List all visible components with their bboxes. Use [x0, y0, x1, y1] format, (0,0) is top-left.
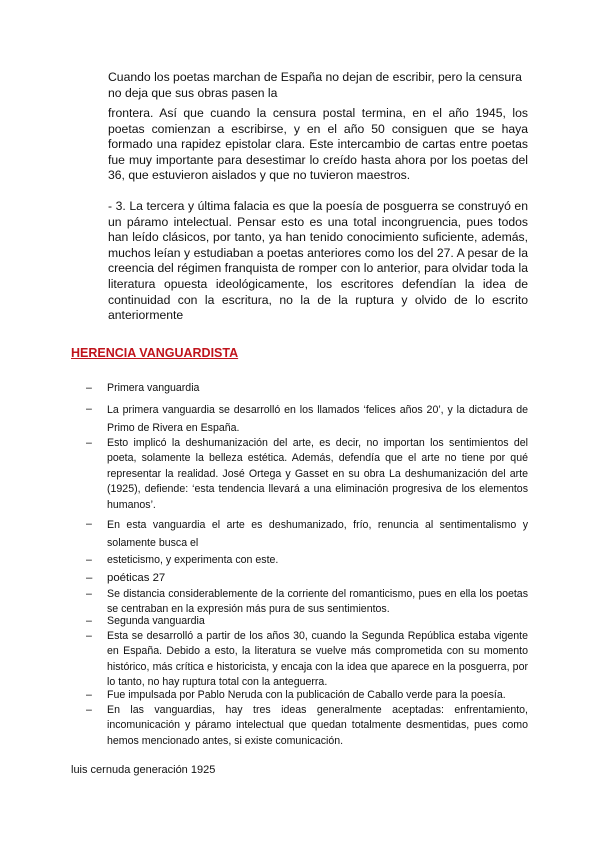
list-item-text: Segunda vanguardia — [107, 615, 205, 627]
list-item — [86, 703, 528, 749]
list-item-text: Primera vanguardia — [107, 382, 200, 394]
list-marker: – — [86, 554, 92, 566]
list-marker: – — [86, 704, 92, 716]
list-item — [86, 629, 528, 691]
list-item — [86, 553, 528, 568]
list-item-text: poéticas 27 — [107, 572, 166, 584]
list-item-text: En esta vanguardia el arte es deshumanizado, frío, renuncia al sentimentalismo y solamente busca el — [107, 519, 528, 549]
list-marker: – — [86, 518, 92, 530]
list-marker: – — [86, 403, 92, 415]
list-item-text: Se distancia considerablemente de la corriente del romanticismo, pues en ella los poetas se centraban en la expresión más pura de sus sentimientos. — [107, 588, 528, 616]
list-item — [86, 436, 528, 513]
list-item-text: esteticismo, y experimenta con este. — [107, 554, 279, 566]
list-marker: – — [86, 689, 92, 701]
list-item — [86, 517, 528, 552]
list-item — [86, 688, 528, 703]
list-marker: – — [86, 615, 92, 627]
paragraph-3: - 3. La tercera y última falacia es que la poesía de posguerra se construyó en un páramo intelectual. Pensar esto es una total incongruencia, pues todos han leído clásicos, por tanto, ya han tenido conocimiento suficiente, además, muchos leían y estudiaban a poetas anteriores como los del 27. A pesar de la creencia del régimen franquista de romper con lo anterior, para olvidar toda la literatura opuesta ideológicamente, los escritores defendían la idea de continuidad con la escritura, no la de la ruptura y olvido de lo escrito anteriormente — [108, 199, 528, 323]
section-heading: HERENCIA VANGUARDISTA — [71, 346, 239, 360]
list-marker: – — [86, 437, 92, 449]
footer-note: luis cernuda generación 1925 — [71, 764, 216, 776]
list-marker: – — [86, 382, 92, 394]
list-item-text: Esto implicó la deshumanización del arte, es decir, no importan los sentimientos del poeta, solamente la belleza estética. Además, defendía que el arte no tiene por qué representar la realidad. José Ortega y Gasset en su obra La deshumanización del arte (1925), defiende: ‘esta tendencia llevará a una eliminación progresiva de los elementos humanos’. — [107, 437, 528, 511]
list-item-text: Fue impulsada por Pablo Neruda con la publicación de Caballo verde para la poesía. — [107, 689, 506, 701]
list-item — [86, 571, 528, 586]
list-item-text: Esta se desarrolló a partir de los años 30, cuando la Segunda República estaba vigente en España. Debido a esto, la literatura se vuelve más comprometida con su momento histórico, más crítica e historicista, y encaja con la idea que aparece en la posguerra, por lo tanto, no hay ruptura total con la anteguerra. — [107, 630, 528, 689]
paragraph-1: Cuando los poetas marchan de España no dejan de escribir, pero la censura no deja que sus obras pasen la — [108, 70, 522, 100]
paragraph-2: frontera. Así que cuando la censura postal termina, en el año 1945, los poetas comienzan a escribirse, y en el año 50 consiguen que se haya formado una rapidez epistolar clara. Este intercambio de cartas entre poetas fue muy importante para desestimar lo creído hasta ahora por los poetas del 36, que estuvieron aislados y que no tuvieron maestros. — [108, 106, 528, 183]
list-item — [86, 614, 528, 629]
list-marker: – — [86, 572, 93, 584]
list-marker: – — [86, 630, 92, 642]
list-item-text: En las vanguardias, hay tres ideas generalmente aceptadas: enfrentamiento, incomunicación y páramo intelectual que quedan totalmente desmentidas, pues como hemos mencionado antes, si existe comunicación. — [107, 704, 528, 747]
list-item — [86, 402, 528, 437]
list-item-text: La primera vanguardia se desarrolló en los llamados ‘felices años 20’, y la dictadura de Primo de Rivera en España. — [107, 404, 528, 434]
list-marker: – — [86, 588, 92, 600]
list-item — [86, 381, 528, 396]
